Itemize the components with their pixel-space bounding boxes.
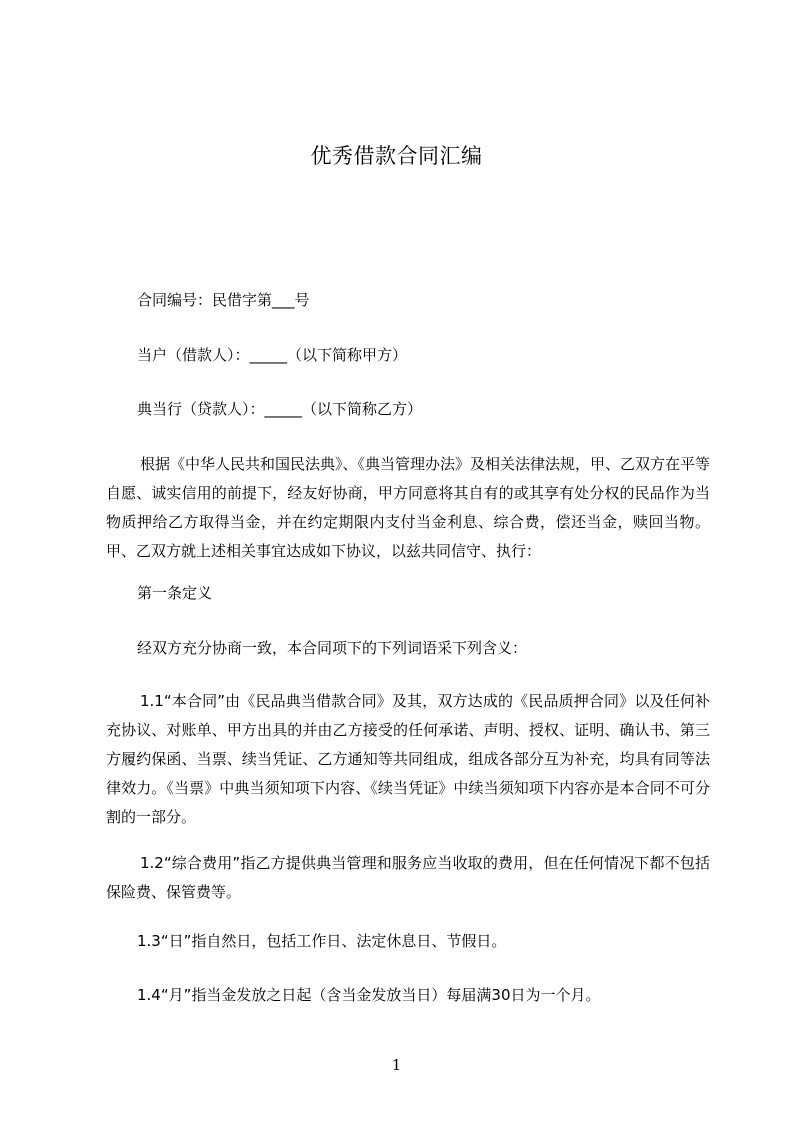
clause-1-3: 1.3“日”指自然日，包括工作日、法定休息日、节假日。 xyxy=(137,932,507,950)
pawner-line: 当户（借款人）：_____（以下简称甲方） xyxy=(137,346,408,364)
page-number: 1 xyxy=(391,1056,402,1074)
pawnshop-line: 典当行（贷款人）：_____（以下简称乙方） xyxy=(137,400,423,418)
article-1-heading: 第一条定义 xyxy=(137,584,213,602)
preamble-paragraph: 根据《中华人民共和国民法典》、《典当管理办法》及相关法律法规，甲、乙双方在平等自愿、诚实信用的前提下，经友好协商，甲方同意将其自有的或其享有处分权的民品作为当物质押给乙方取得当金，并在约定期限内支付当金利息、综合费，偿还当金，赎回当物。甲、乙双方就上述相关事宜达成如下协议，以兹共同信守、执行： xyxy=(106,455,711,560)
clause-1-1: 1.1“本合同”由《民品典当借款合同》及其，双方达成的《民品质押合同》以及任何补充协议、对账单、甲方出具的并由乙方接受的任何承诺、声明、授权、证明、确认书、第三方履约保函、当票、续当凭证、乙方通知等共同组成，组成各部分互为补充，均具有同等法律效力。《当票》中典当须知项下内容、《续当凭证》中续当须知项下内容亦是本合同不可分割的一部分。 xyxy=(106,692,710,826)
article-1-intro: 经双方充分协商一致，本合同项下的下列词语采下列含义： xyxy=(137,639,528,657)
contract-number: 合同编号：民借字第___号 xyxy=(137,291,310,309)
clause-1-2: 1.2“综合费用”指乙方提供典当管理和服务应当收取的费用，但在任何情况下都不包括保险费、保管费等。 xyxy=(106,854,710,901)
clause-1-4: 1.4“月”指当金发放之日起（含当金发放当日）每届满30日为一个月。 xyxy=(137,986,601,1004)
document-title: 优秀借款合同汇编 xyxy=(310,144,483,168)
